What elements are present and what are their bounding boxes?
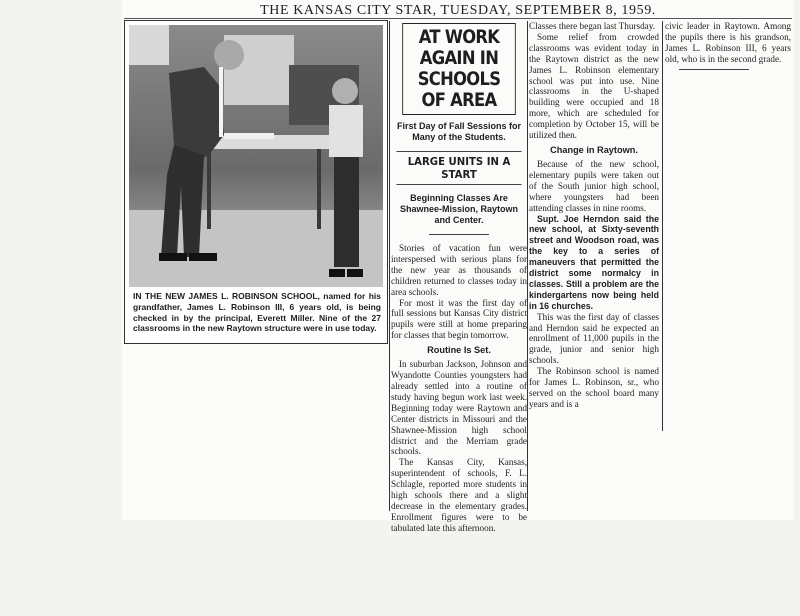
paragraph: The Robinson school is named for James L. Robinson, sr., who served on the school board many years and is a: [529, 366, 659, 409]
paragraph: Stories of vacation fun were interspersed with serious plans for the new year as thousands of children returned to classes today in area schools.: [391, 243, 527, 297]
article-column-3: [665, 21, 791, 70]
end-rule: [679, 69, 749, 70]
paragraph: Some relief from crowded classrooms was evident today in the Raytown district as the new James L. Robinson elementary school was put into use. Nine classrooms in the U-shaped building were occupied and 18 more, which are scheduled for completion by October 15, will be utilized then.: [529, 31, 659, 141]
masthead: THE KANSAS CITY STAR, TUESDAY, SEPTEMBER 8, 1959.: [124, 3, 792, 19]
paragraph: For most it was the first day of full sessions but Kansas City district pupils were still at home preparing for classes that begin tomorrow.: [391, 297, 527, 341]
subhead: LARGE UNITS IN A START: [396, 151, 521, 185]
deck-2: Beginning Classes Are Shawnee-Mission, Raytown and Center.: [399, 193, 519, 225]
news-photo: [129, 25, 383, 287]
photo-caption: IN THE NEW JAMES L. ROBINSON SCHOOL, named for his grandfather, James L. Robinson III, 6 years old, is being checked in by the principal, Everett Miller. Nine of the 27 classrooms in the new Raytown structure were in use today.: [133, 291, 381, 334]
paragraph: The Kansas City, Kansas, superintendent of schools, F. L. Schlagle, reported more students in high schools there and a slight decrease in the elementary grades. Enrollment figures were to be tabulated late this afternoon.: [391, 457, 527, 533]
article-column-2: [529, 21, 659, 410]
divider: [429, 234, 489, 235]
photo-illustration: [129, 25, 383, 287]
photo-frame: [124, 20, 388, 344]
article-column-1: [391, 21, 527, 534]
paragraph: In suburban Jackson, Johnson and Wyandotte Counties youngsters had already settled into a routine of study having begun work last week. Beginning today were Raytown and Center districts in Missouri and the Shawnee-Mission high school district and the Merriam grade schools.: [391, 359, 527, 457]
paragraph: This was the first day of classes and Herndon said he expected an enrollment of 11,000 pupils in the grade, junior and senior high schools.: [529, 311, 659, 366]
section-head: Change in Raytown.: [550, 144, 638, 155]
paragraph: Supt. Joe Herndon said the new school, at Sixty-seventh street and Woodson road, was the key to a series of maneuvers that permitted the district some normalcy in classes. Still a problem are the kindergartens now being held in 16 churches.: [529, 213, 659, 311]
section-head: Routine Is Set.: [427, 345, 491, 356]
column-rule: [662, 21, 663, 431]
deck-1: First Day of Fall Sessions for Many of the Students.: [396, 121, 522, 142]
headline: AT WORK AGAIN IN SCHOOLS OF AREA: [402, 23, 516, 115]
column-rule: [389, 21, 390, 511]
paragraph: Classes there began last Thursday.: [529, 21, 656, 31]
column-rule: [527, 21, 528, 511]
paragraph: Because of the new school, elementary pupils were taken out of the South junior high school, where youngsters had been attending classes in nine rooms.: [529, 158, 659, 213]
paragraph: civic leader in Raytown. Among the pupils there is his grandson, James L. Robinson III, 6 years old, who is in the second grade.: [665, 21, 791, 64]
